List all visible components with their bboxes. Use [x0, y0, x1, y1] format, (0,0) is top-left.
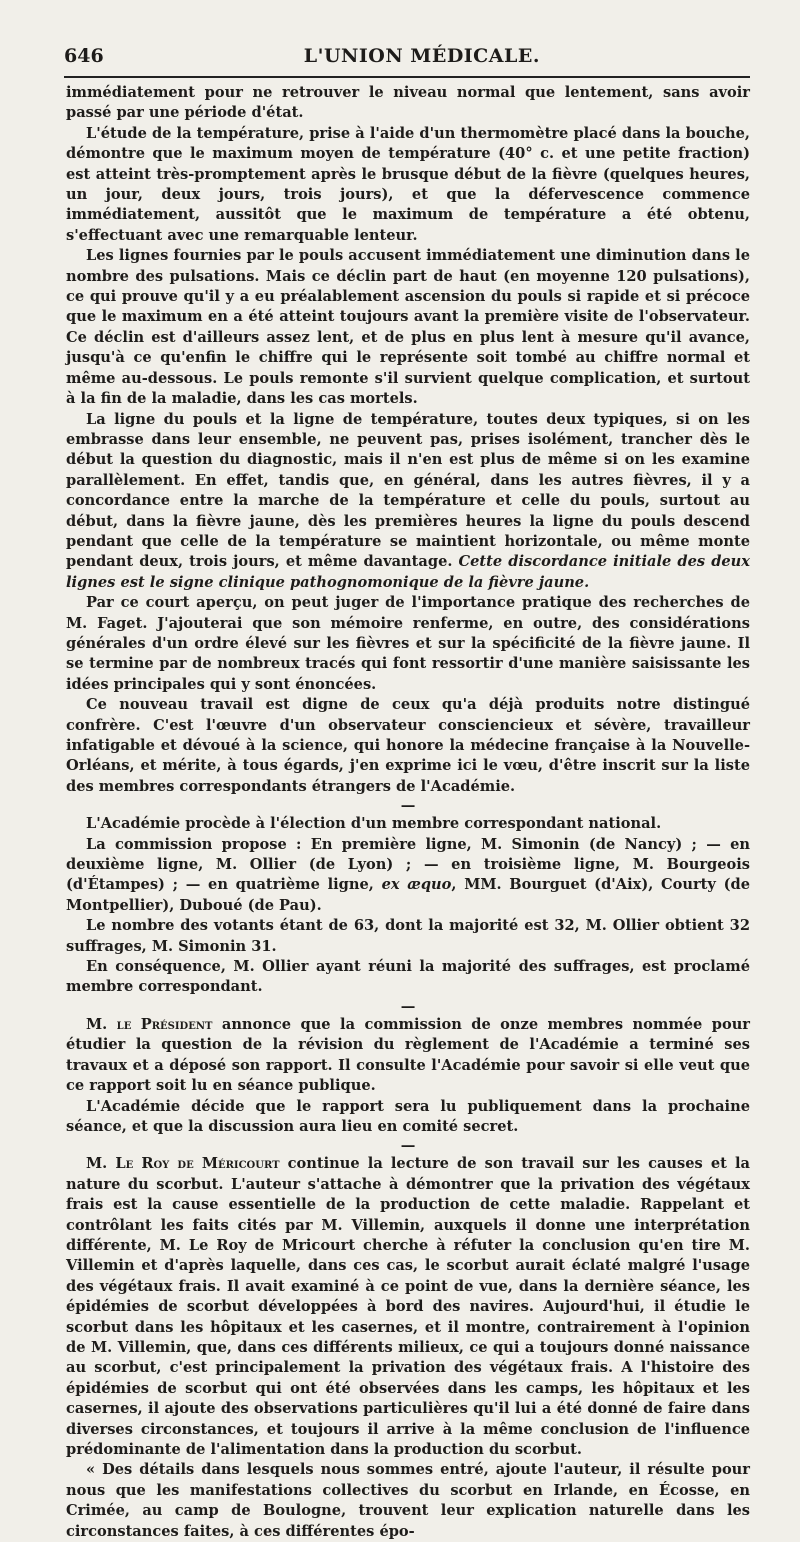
- paragraph-text: annonce que la commission de onze membres nommée pour étudier la question de la révision du règlement de l'Académie a terminé ses travaux et a déposé son rapport. Il consulte l'Académie pour savoir si elle veut que ce rapport soit lu en séance publique.: [66, 1015, 750, 1095]
- page-number: 646: [64, 45, 104, 67]
- paragraph: [66, 1154, 750, 1460]
- section-separator: —: [400, 797, 416, 815]
- article-body: [66, 83, 750, 1542]
- paragraph-text: continue la lecture de son travail sur les causes et la nature du scorbut. L'auteur s'attache à démontrer que la privation des végétaux frais est la cause essentielle de la production de cette maladie. Rappelant et contrôlant les faits cités par M. Villemin, auxquels il donne une interprétation différente, M. Le Roy de Mricourt cherche à réfuter la conclusion qu'en tire M. Villemin et d'après laquelle, dans ces cas, le scorbut aurait éclaté malgré l'usage des végétaux frais. Il avait examiné à ce point de vue, dans la dernière séance, les épidémies de scorbut développées à bord des navires. Aujourd'hui, il étudie le scorbut dans les hôpitaux et les casernes, et il montre, contrairement à l'opinion de M. Villemin, que, dans ces différents milieux, ce qui a toujours donné naissance au scorbut, c'est principalement la privation des végétaux frais. A l'histoire des épidémies de scorbut qui ont été observées dans les camps, les hôpitaux et les casernes, il ajoute des observations particulières qu'il lui a été donné de faire dans diverses circonstances, et toujours il arrive à la même conclusion de l'influence prédominante de l'alimentation dans la production du scorbut.: [66, 1155, 750, 1458]
- italic-conclusion: Cette discordance initiale des deux lignes est le signe clinique pathognomonique de la fièvre jaune.: [66, 553, 750, 591]
- paragraph: En conséquence, M. Ollier ayant réuni la majorité des suffrages, est proclamé membre correspondant.: [66, 958, 750, 996]
- italic-phrase: ex æquo: [381, 876, 452, 894]
- paragraph: Les lignes fournies par le pouls accusent immédiatement une diminution dans le nombre des pulsations. Mais ce déclin part de haut (en moyenne 120 pulsations), ce qui prouve qu'il y a eu préalablement ascension du pouls si rapide et si précoce que le maximum en a été atteint toujours avant la première visite de l'observateur. Ce déclin est d'ailleurs assez lent, et de plus en plus lent à mesure qu'il avance, jusqu'à ce qu'enfin le chiffre qui le représente soit tombé au chiffre normal et même au-dessous. Le pouls remonte s'il survient quelque complication, et surtout à la fin de la maladie, dans les cas mortels.: [66, 247, 750, 408]
- paragraph: Par ce court aperçu, on peut juger de l'importance pratique des recherches de M. Faget. J'ajouterai que son mémoire renferme, en outre, des considérations générales d'un ordre élevé sur les fièvres et sur la spécificité de la fièvre jaune. Il se termine par de nombreux tracés qui font ressortir d'une manière saisissante les idées principales qui y sont énoncées.: [66, 594, 750, 693]
- paragraph-text: , MM. Bourguet (d'Aix), Courty (de Montpellier), Duboué (de Pau).: [66, 876, 750, 914]
- speaker-name: M. le Président: [86, 1015, 213, 1033]
- journal-title: L'UNION MÉDICALE.: [303, 45, 540, 67]
- paragraph: [66, 410, 750, 594]
- paragraph: L'Académie décide que le rapport sera lu publiquement dans la prochaine séance, et que la discussion aura lieu en comité secret.: [66, 1097, 750, 1135]
- speaker-name: M. Le Roy de Méricourt: [86, 1155, 280, 1173]
- paragraph: L'étude de la température, prise à l'aide d'un thermomètre placé dans la bouche, démontre que le maximum moyen de température (40° c. et une petite fraction) est atteint très-promptement après le brusque début de la fièvre (quelques heures, un jour, deux jours, trois jours), et que la défervescence commence immédiatement, aussitôt que le maximum de température a été obtenu, s'effectuant avec une remarquable lenteur.: [66, 124, 750, 244]
- paragraph: « Des détails dans lesquels nous sommes entré, ajoute l'auteur, il résulte pour nous que les manifestations collectives du scorbut en Irlande, en Écosse, en Crimée, au camp de Boulogne, trouvent leur explication naturelle dans les circonstances faites, à ces différentes épo-: [66, 1461, 750, 1540]
- paragraph: L'Académie procède à l'élection d'un membre correspondant national.: [86, 815, 662, 833]
- paragraph: [66, 1015, 750, 1097]
- paragraph: immédiatement pour ne retrouver le niveau normal que lentement, sans avoir passé par une période d'état.: [66, 84, 750, 122]
- paragraph: [66, 835, 750, 917]
- paragraph: Le nombre des votants étant de 63, dont la majorité est 32, M. Ollier obtient 32 suffrages, M. Simonin 31.: [66, 917, 750, 955]
- running-header: [64, 36, 750, 78]
- section-separator: —: [400, 997, 416, 1015]
- paragraph-text: La ligne du pouls et la ligne de température, toutes deux typiques, si on les embrasse dans leur ensemble, ne peuvent pas, prises isolément, trancher dès le début la question du diagnostic, mais il n'en est plus de même si on les examine parallèlement. En effet, tandis que, en général, dans les autres fièvres, il y a concordance entre la marche de la température et celle du pouls, surtout au début, dans la fièvre jaune, dès les premières heures la ligne du pouls descend pendant que celle de la température se maintient horizontale, ou même monte pendant deux, trois jours, et même davantage.: [66, 410, 750, 571]
- paragraph-text: La commission propose : En première ligne, M. Simonin (de Nancy) ; — en deuxième ligne, M. Ollier (de Lyon) ; — en troisième ligne, M. Bourgeois (d'Étampes) ; — en quatrième ligne,: [66, 835, 750, 894]
- section-separator: —: [400, 1137, 416, 1155]
- paragraph: Ce nouveau travail est digne de ceux qu'a déjà produits notre distingué confrère. C'est l'œuvre d'un observateur consciencieux et sévère, travailleur infatigable et dévoué à la science, qui honore la médecine française à la Nouvelle-Orléans, et mérite, à tous égards, j'en exprime ici le vœu, d'être inscrit sur la liste des membres correspondants étrangers de l'Académie.: [66, 696, 750, 795]
